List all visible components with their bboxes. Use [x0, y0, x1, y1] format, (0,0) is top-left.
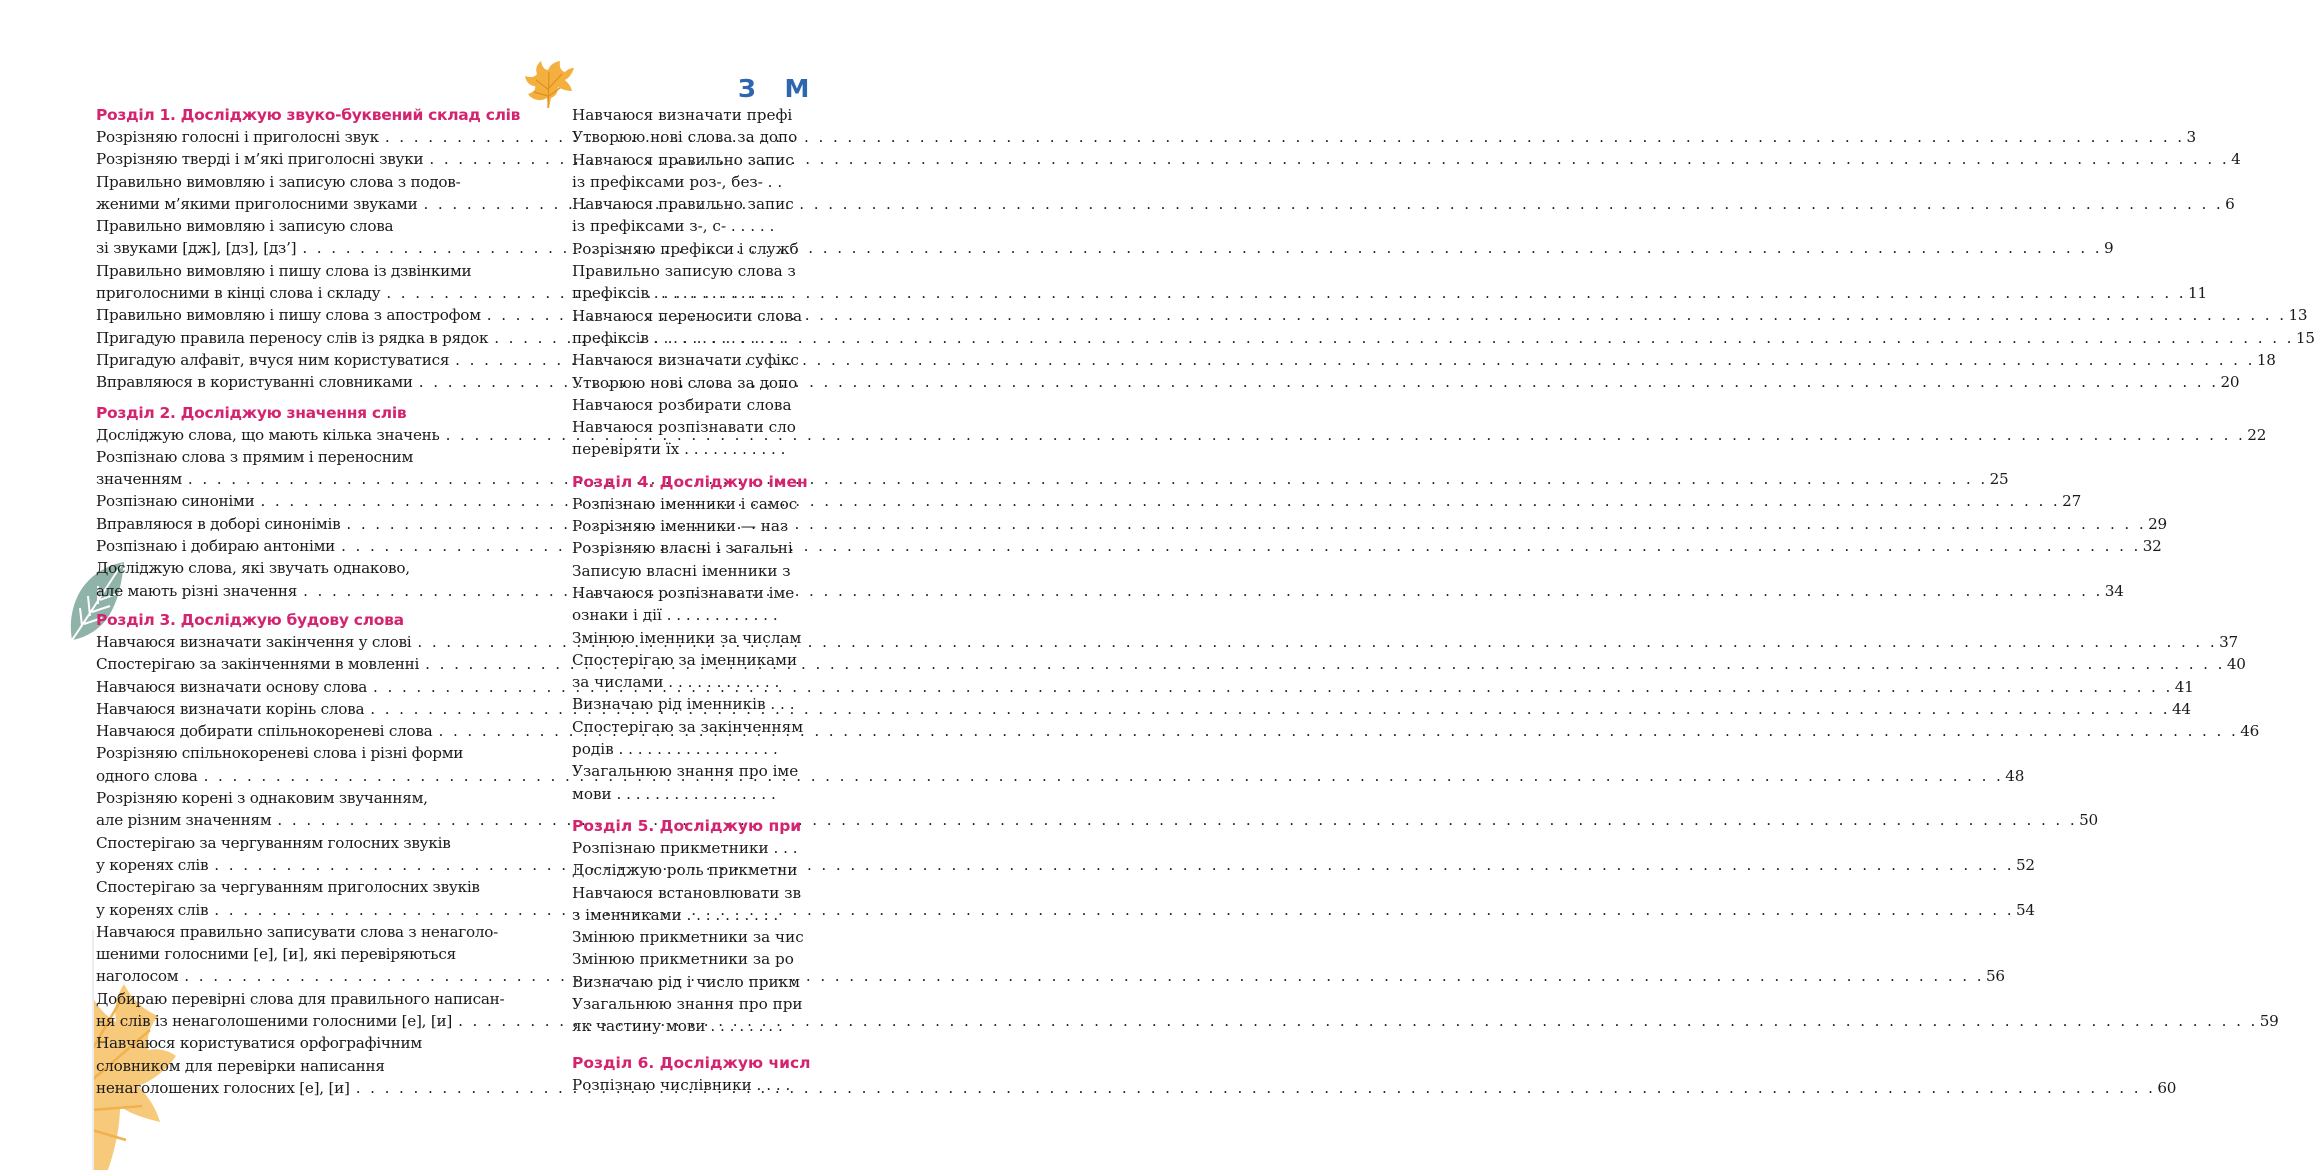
entry-text: словником для перевірки написання — [96, 1056, 385, 1075]
toc-entry[interactable]: Навчаюся визначати суфікс — [572, 351, 799, 370]
toc-entry[interactable]: Навчаюся встановлювати зв — [572, 883, 802, 902]
toc-entry[interactable]: Навчаюся переносити слова — [572, 306, 803, 325]
toc-entry[interactable]: Розпізнаю прикметники . . . — [572, 838, 798, 857]
entry-text: Правильно вимовляю і пишу слова із дзвінкими — [96, 261, 472, 280]
page-number: 41 — [2174, 677, 2194, 696]
entry-text: значенням — [96, 470, 182, 489]
section-title: Розділ 5. Досліджую при — [572, 816, 802, 835]
dot-leader — [277, 809, 2077, 831]
page-number: 32 — [2142, 537, 2162, 556]
page-number: 22 — [2247, 425, 2267, 444]
entry-text: Вправляюся в доборі синонімів — [96, 514, 341, 533]
entry-text: Навчаюся визначати основу слова — [96, 677, 368, 696]
toc-entry[interactable]: Розпізнаю числівники . . . . — [572, 1075, 791, 1094]
entry-text: Вправляюся в користуванні словниками — [96, 373, 413, 392]
page-number: 6 — [2225, 194, 2235, 213]
toc-entry[interactable]: Навчаюся розпізнавати іме — [572, 583, 795, 602]
entry-text: Навчаюся правильно записувати слова з ненаголо- — [96, 922, 499, 941]
entry-text: Навчаюся визначати корінь слова — [96, 699, 365, 718]
entry-text: Навчаюся користуватися орфографічним — [96, 1034, 422, 1053]
entry-text: Правильно вимовляю і записую слова — [96, 217, 394, 236]
toc-right-column — [572, 104, 972, 1096]
toc-entry[interactable]: мови . . . . . . . . . . . . . . . . . — [572, 784, 776, 803]
toc-section — [572, 471, 972, 805]
toc-entry[interactable]: Розрізняю префікси і служб — [572, 239, 799, 258]
toc-entry[interactable]: Змінюю іменники за числам — [572, 628, 802, 647]
toc-entry[interactable]: родів . . . . . . . . . . . . . . . . . — [572, 740, 778, 759]
page-number: 9 — [2104, 239, 2114, 258]
toc-entry[interactable]: Досліджую роль прикметни — [572, 861, 798, 880]
entry-text: Пригадую алфавіт, вчуся ним користуватися — [96, 350, 450, 369]
entry-text: Розрізняю голосні і приголосні звук — [96, 128, 379, 146]
dot-leader — [188, 468, 1988, 490]
page-number: 13 — [2288, 306, 2308, 325]
section-title: Розділ 4. Досліджую імен — [572, 472, 808, 491]
toc-entry[interactable]: префіксів . . . . . . . . . . . . . . — [572, 328, 785, 347]
dot-leader — [184, 965, 1984, 987]
entry-text: Досліджую слова, які звучать однаково, — [96, 559, 410, 578]
entry-text: Спостерігаю за закінченнями в мовленні — [96, 655, 420, 674]
entry-text: Правильно вимовляю і записую слова з подов- — [96, 172, 461, 191]
toc-entry[interactable]: перевіряти їх . . . . . . . . . . . — [572, 440, 786, 459]
page-number: 20 — [2220, 373, 2240, 392]
entry-text: ненаголошених голосних [е], [и] — [96, 1078, 350, 1097]
entry-text: Розрізняю спільнокореневі слова і різні форми — [96, 744, 464, 763]
toc-entry[interactable]: Узагальнюю знання про при — [572, 994, 803, 1013]
toc-section — [572, 815, 972, 1038]
toc-entry[interactable]: Розрізняю іменники — наз — [572, 517, 789, 536]
entry-text: Розрізняю корені з однаковим звучанням, — [96, 789, 428, 808]
dot-leader — [260, 490, 2060, 512]
page-number: 37 — [2219, 632, 2238, 651]
toc-entry[interactable]: Розпізнаю іменники і самос — [572, 494, 798, 513]
toc-entry[interactable]: Навчаюся правильно запис — [572, 150, 794, 169]
toc-section — [572, 1052, 972, 1096]
toc-entry[interactable]: Змінюю прикметники за ро — [572, 950, 794, 969]
toc-entry[interactable]: префіксів . . . . . . . . . . . . . . — [572, 284, 785, 303]
dot-leader — [214, 899, 2014, 921]
toc-entry[interactable]: Розрізняю власні і загальні — [572, 539, 793, 558]
toc-entry[interactable]: Спостерігаю за закінченням — [572, 717, 804, 736]
entry-text: Пригадую правила переносу слів із рядка в рядок — [96, 328, 489, 347]
toc-entry[interactable]: Узагальнюю знання про іме — [572, 762, 799, 781]
page-number: 25 — [1989, 470, 2009, 489]
toc-entry[interactable]: Змінюю прикметники за чис — [572, 928, 804, 947]
entry-text: Спостерігаю за чергуванням приголосних звуків — [96, 878, 480, 897]
entry-text: Спостерігаю за чергуванням голосних звуків — [96, 833, 451, 852]
section-title: Розділ 1. Досліджую звуко-буквений склад слів — [96, 106, 521, 124]
section-title: Розділ 2. Досліджую значення слів — [96, 403, 407, 422]
entry-text: Розпізнаю синоніми — [96, 492, 255, 511]
entry-text: ня слів із ненаголошеними голосними [е], [и] — [96, 1011, 453, 1030]
entry-text: одного слова — [96, 766, 198, 785]
toc-entry[interactable]: із префіксами з-, с- . . . . . — [572, 217, 775, 236]
page-number: 4 — [2231, 150, 2241, 169]
toc-entry[interactable]: Утворюю нові слова за допо — [572, 128, 798, 147]
page-number: 59 — [2259, 1011, 2279, 1030]
toc-entry[interactable]: за числами . . . . . . . . . . . . — [572, 673, 780, 692]
page-number: 54 — [2015, 900, 2035, 919]
page-number: 40 — [2226, 655, 2246, 674]
section-title: Розділ 3. Досліджую будову слова — [96, 610, 404, 629]
page-number: 46 — [2240, 722, 2260, 741]
toc-entry[interactable]: Навчаюся визначати префі — [572, 106, 793, 124]
toc-entry[interactable]: ознаки і дії . . . . . . . . . . . . — [572, 606, 778, 625]
entry-text: зі звуками [дж], [дз], [дз’] — [96, 239, 297, 258]
page-number: 52 — [2015, 855, 2035, 874]
page-number: 56 — [1986, 967, 2005, 986]
entry-text: у коренях слів — [96, 855, 209, 874]
entry-text: у коренях слів — [96, 900, 209, 919]
page-number: 50 — [2079, 811, 2098, 830]
page-number: 27 — [2062, 492, 2081, 511]
entry-text: але мають різні значення — [96, 581, 298, 600]
toc-entry[interactable]: Навчаюся розбирати слова — [572, 395, 792, 414]
page-number: 15 — [2295, 328, 2315, 347]
entry-text: шеними голосними [е], [и], які перевіряються — [96, 945, 456, 964]
entry-text: Розпізнаю слова з прямим і переносним — [96, 447, 414, 466]
entry-text: Досліджую слова, що мають кілька значень — [96, 425, 440, 444]
entry-text: Навчаюся визначати закінчення у слові — [96, 632, 412, 651]
toc-entry[interactable]: Визначаю рід іменників . . . — [572, 695, 795, 714]
toc-entry[interactable]: Записую власні іменники з — [572, 561, 791, 580]
page-heading: З М — [738, 74, 820, 103]
page-number: 11 — [2188, 284, 2207, 303]
entry-text: Розрізняю тверді і м’які приголосні звуки — [96, 150, 424, 169]
toc-entry[interactable]: як частину мови . . . . . . . . — [572, 1017, 783, 1036]
page-number: 29 — [2148, 514, 2167, 533]
entry-text: але різним значенням — [96, 811, 272, 830]
entry-text: Добираю перевірні слова для правильного написан- — [96, 989, 505, 1008]
dot-leader — [204, 765, 2004, 787]
toc-entry[interactable]: з іменниками . . . . . . . . . . — [572, 905, 779, 924]
page-number: 18 — [2256, 350, 2276, 369]
entry-text: приголосними в кінці слова і складу — [96, 284, 381, 303]
toc-entry[interactable]: Правильно записую слова з — [572, 262, 796, 281]
entry-text: Правильно вимовляю і пишу слова з апострофом — [96, 306, 481, 325]
entry-text: Розпізнаю і добираю антоніми — [96, 537, 336, 556]
toc-entry[interactable]: Навчаюся правильно запис — [572, 195, 794, 214]
entry-text: женими м’якими приголосними звуками — [96, 194, 418, 213]
toc-section — [572, 104, 972, 461]
toc-entry[interactable]: Навчаюся розпізнавати сло — [572, 418, 796, 437]
entry-text: Навчаюся добирати спільнокореневі слова — [96, 722, 433, 741]
toc-entry[interactable]: із префіксами роз-, без- . . — [572, 172, 783, 191]
toc-entry[interactable]: Утворюю нові слова за допо — [572, 373, 798, 392]
page-number: 60 — [2157, 1078, 2177, 1097]
page-number: 44 — [2171, 699, 2191, 718]
page-number: 3 — [2186, 128, 2196, 146]
page-number: 34 — [2104, 581, 2124, 600]
toc-entry[interactable]: Спостерігаю за іменниками — [572, 650, 798, 669]
section-title: Розділ 6. Досліджую числ — [572, 1053, 811, 1072]
entry-text: наголосом — [96, 967, 179, 986]
page-number: 48 — [2005, 766, 2025, 785]
toc-entry[interactable]: Визначаю рід і число прикм — [572, 972, 800, 991]
dot-leader — [214, 854, 2014, 876]
